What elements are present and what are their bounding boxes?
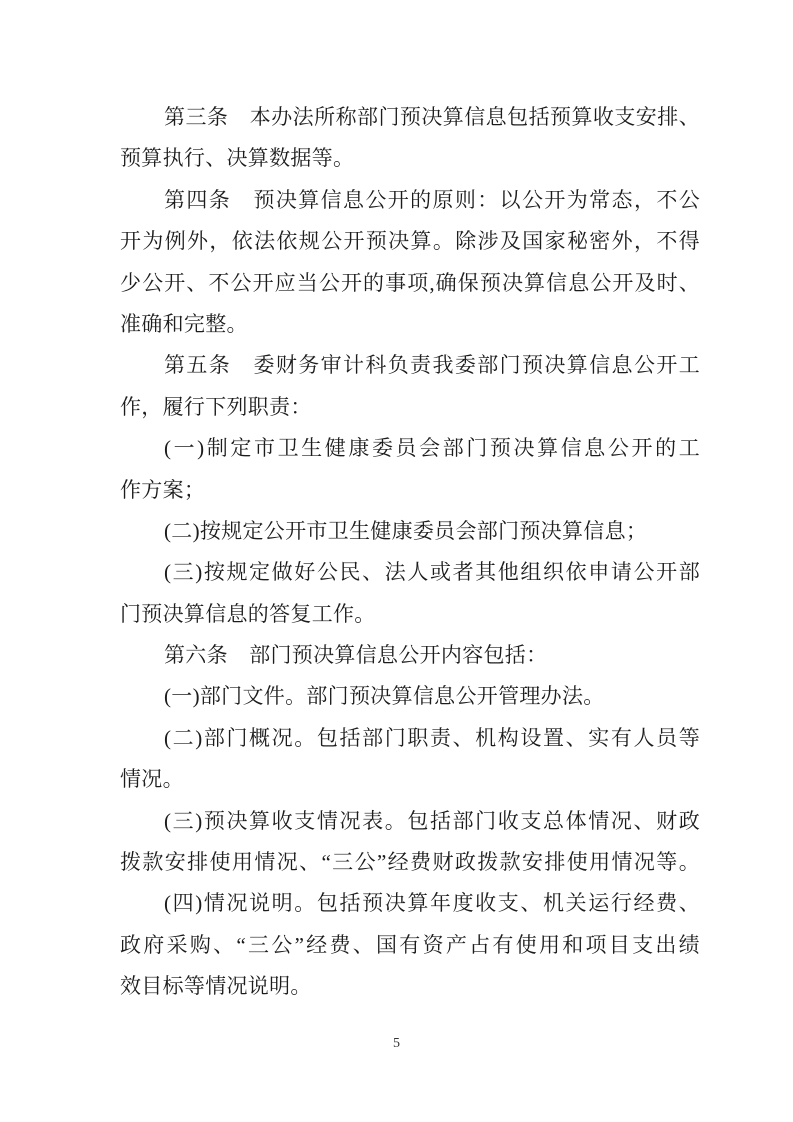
- text-line: 准确和完整。: [120, 311, 248, 336]
- text-line: 效目标等情况说明。: [120, 974, 312, 999]
- text-line: 作，履行下列职责：: [120, 394, 312, 419]
- text-line: (四)情况说明。包括预决算年度收支、机关运行经费、: [164, 891, 700, 916]
- text-line: 预算执行、决算数据等。: [120, 146, 355, 171]
- text-line: 第五条 委财务审计科负责我委部门预决算信息公开工: [164, 353, 700, 378]
- text-line: 拨款安排使用情况、“三公”经费财政拨款安排使用情况等。: [120, 850, 700, 875]
- text-line: (三)预决算收支情况表。包括部门收支总体情况、财政: [164, 808, 700, 833]
- document-body-text: [120, 97, 700, 1008]
- text-line: (一)制定市卫生健康委员会部门预决算信息公开的工: [164, 436, 700, 461]
- page-footer: [0, 1034, 793, 1054]
- text-line: 少公开、不公开应当公开的事项,确保预决算信息公开及时、: [120, 270, 700, 295]
- text-line: 门预决算信息的答复工作。: [120, 601, 376, 626]
- text-line: 政府采购、“三公”经费、国有资产占有使用和项目支出绩: [120, 932, 700, 957]
- text-line: (二)部门概况。包括部门职责、机构设置、实有人员等: [164, 725, 700, 750]
- text-line: (一)部门文件。部门预决算信息公开管理办法。: [164, 684, 605, 709]
- text-line: 开为例外，依法依规公开预决算。除涉及国家秘密外，不得: [120, 229, 700, 254]
- page-number: 5: [393, 1036, 400, 1051]
- text-line: 第六条 部门预决算信息公开内容包括：: [164, 643, 548, 668]
- text-line: 第四条 预决算信息公开的原则：以公开为常态，不公: [164, 187, 700, 212]
- text-line: (三)按规定做好公民、法人或者其他组织依申请公开部: [164, 560, 700, 585]
- text-line: 情况。: [120, 767, 184, 792]
- text-line: 作方案；: [120, 477, 206, 502]
- text-line: (二)按规定公开市卫生健康委员会部门预决算信息；: [164, 518, 648, 543]
- text-line: 第三条 本办法所称部门预决算信息包括预算收支安排、: [164, 105, 700, 129]
